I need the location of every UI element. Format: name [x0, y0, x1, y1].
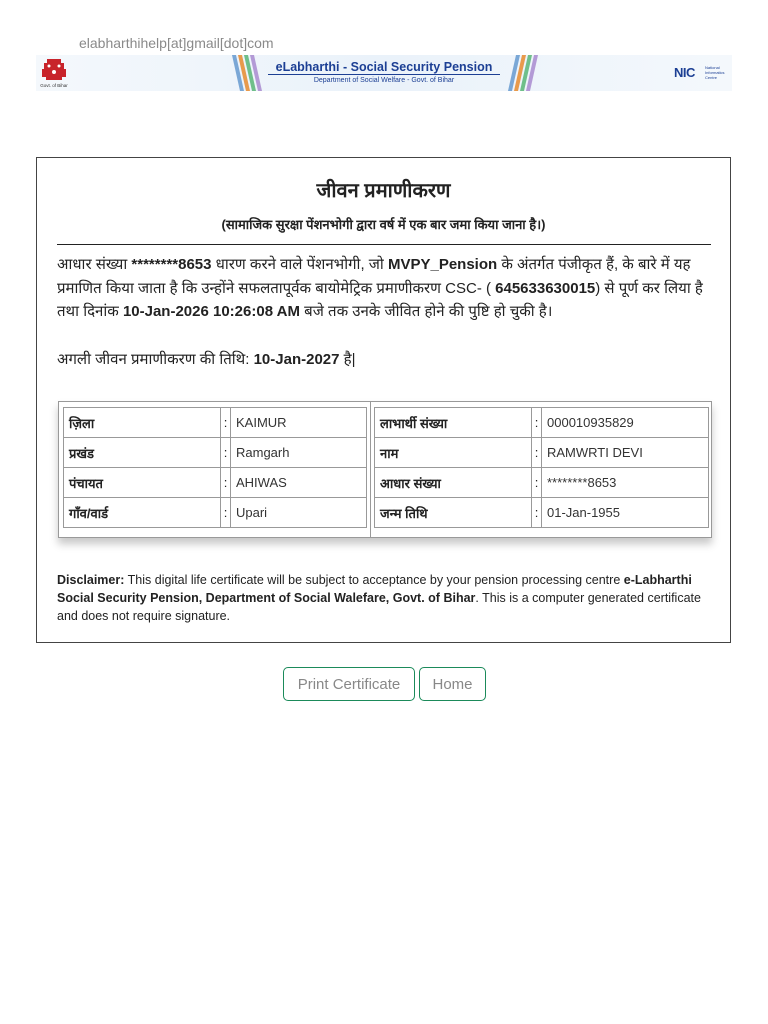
- location-details-table: [63, 407, 367, 528]
- village-value: Upari: [231, 498, 367, 528]
- decorative-stripes-icon: [504, 55, 540, 91]
- aadhaar-value: ********8653: [542, 468, 709, 498]
- next-certification-date: [57, 348, 711, 371]
- block-value: Ramgarh: [231, 438, 367, 468]
- beneficiary-id-label: लाभार्थी संख्या: [375, 408, 532, 438]
- disclaimer: [57, 571, 713, 625]
- name-label: नाम: [375, 438, 532, 468]
- certificate-statement: [57, 253, 711, 324]
- home-button[interactable]: Home: [419, 667, 486, 701]
- colon: :: [532, 438, 542, 468]
- statement-text: ) से पूर्ण कर लिया है तथा दिनांक: [57, 279, 703, 320]
- dob-label: जन्म तिथि: [375, 498, 532, 528]
- statement-text: आधार संख्या: [57, 256, 132, 273]
- statement-text: के अंतर्गत पंजीकृत हैं, के बारे में यह प्रमाणित किया जाता है कि उन्होंने सफलतापूर्वक बायोमेट्रिक प्रमाणीकरण CSC- (: [57, 256, 691, 297]
- name-value: RAMWRTI DEVI: [542, 438, 709, 468]
- table-row: [375, 498, 709, 528]
- aadhaar-label: आधार संख्या: [375, 468, 532, 498]
- colon: :: [532, 468, 542, 498]
- panchayat-value: AHIWAS: [231, 468, 367, 498]
- disclaimer-org: e-Labharthi Social Security Pension, Department of Social Walefare, Govt. of Bihar: [57, 573, 692, 605]
- statement-text: बजे तक उनके जीवित होने की पुष्टि हो चुकी है।: [299, 303, 553, 320]
- colon: :: [221, 468, 231, 498]
- colon: :: [221, 498, 231, 528]
- next-date-label: अगली जीवन प्रमाणीकरण की तिथि:: [57, 351, 254, 368]
- nic-caption: National Informatics Centre: [705, 65, 725, 80]
- divider: [370, 402, 371, 537]
- beneficiary-id-value: 000010935829: [542, 408, 709, 438]
- pension-scheme: MVPY_Pension: [387, 256, 498, 273]
- print-certificate-button[interactable]: Print Certificate: [283, 667, 415, 701]
- life-certificate-card: [36, 157, 731, 643]
- table-row: [375, 408, 709, 438]
- table-row: [375, 438, 709, 468]
- certificate-title: जीवन प्रमाणीकरण: [316, 180, 451, 202]
- colon: :: [532, 408, 542, 438]
- csc-id: 645633630015: [495, 279, 596, 297]
- certificate-subtitle: (सामाजिक सुरक्षा पेंशनभोगी द्वारा वर्ष में एक बार जमा किया जाना है।): [221, 217, 546, 232]
- divider: [57, 244, 711, 245]
- next-date-suffix: है|: [339, 351, 356, 368]
- next-date-value: 10-Jan-2027: [253, 351, 340, 368]
- statement-text: धारण करने वाले पेंशनभोगी, जो: [211, 256, 388, 273]
- header-banner: [36, 55, 732, 91]
- disclaimer-text: . This is a computer generated certificate and does not require signature.: [57, 591, 701, 623]
- table-row: [64, 438, 367, 468]
- verification-datetime: 10-Jan-2026 10:26:08 AM: [122, 303, 300, 320]
- dob-value: 01-Jan-1955: [542, 498, 709, 528]
- village-label: गाँव/वार्ड: [64, 498, 221, 528]
- panchayat-label: पंचायत: [64, 468, 221, 498]
- banner-subtitle: Department of Social Welfare - Govt. of Bihar: [313, 77, 455, 84]
- district-value: KAIMUR: [231, 408, 367, 438]
- table-row: [64, 408, 367, 438]
- block-label: प्रखंड: [64, 438, 221, 468]
- table-row: [64, 468, 367, 498]
- banner-underline: [268, 74, 500, 75]
- disclaimer-label: Disclaimer:: [57, 573, 125, 587]
- table-row: [375, 468, 709, 498]
- aadhaar-number: ********8653: [131, 256, 212, 273]
- beneficiary-details-table: [374, 407, 709, 528]
- disclaimer-text: This digital life certificate will be subject to acceptance by your pension processing centre: [124, 573, 624, 587]
- district-label: ज़िला: [64, 408, 221, 438]
- emblem-caption: Govt. of Bihar: [40, 83, 68, 88]
- beneficiary-details: [58, 401, 712, 538]
- colon: :: [221, 408, 231, 438]
- banner-title: eLabharthi - Social Security Pension: [275, 60, 493, 74]
- nic-logo: NIC: [674, 65, 695, 80]
- colon: :: [532, 498, 542, 528]
- table-row: [64, 498, 367, 528]
- help-email: elabharthihelp[at]gmail[dot]com: [79, 35, 274, 51]
- bihar-emblem-icon: [38, 57, 70, 89]
- colon: :: [221, 438, 231, 468]
